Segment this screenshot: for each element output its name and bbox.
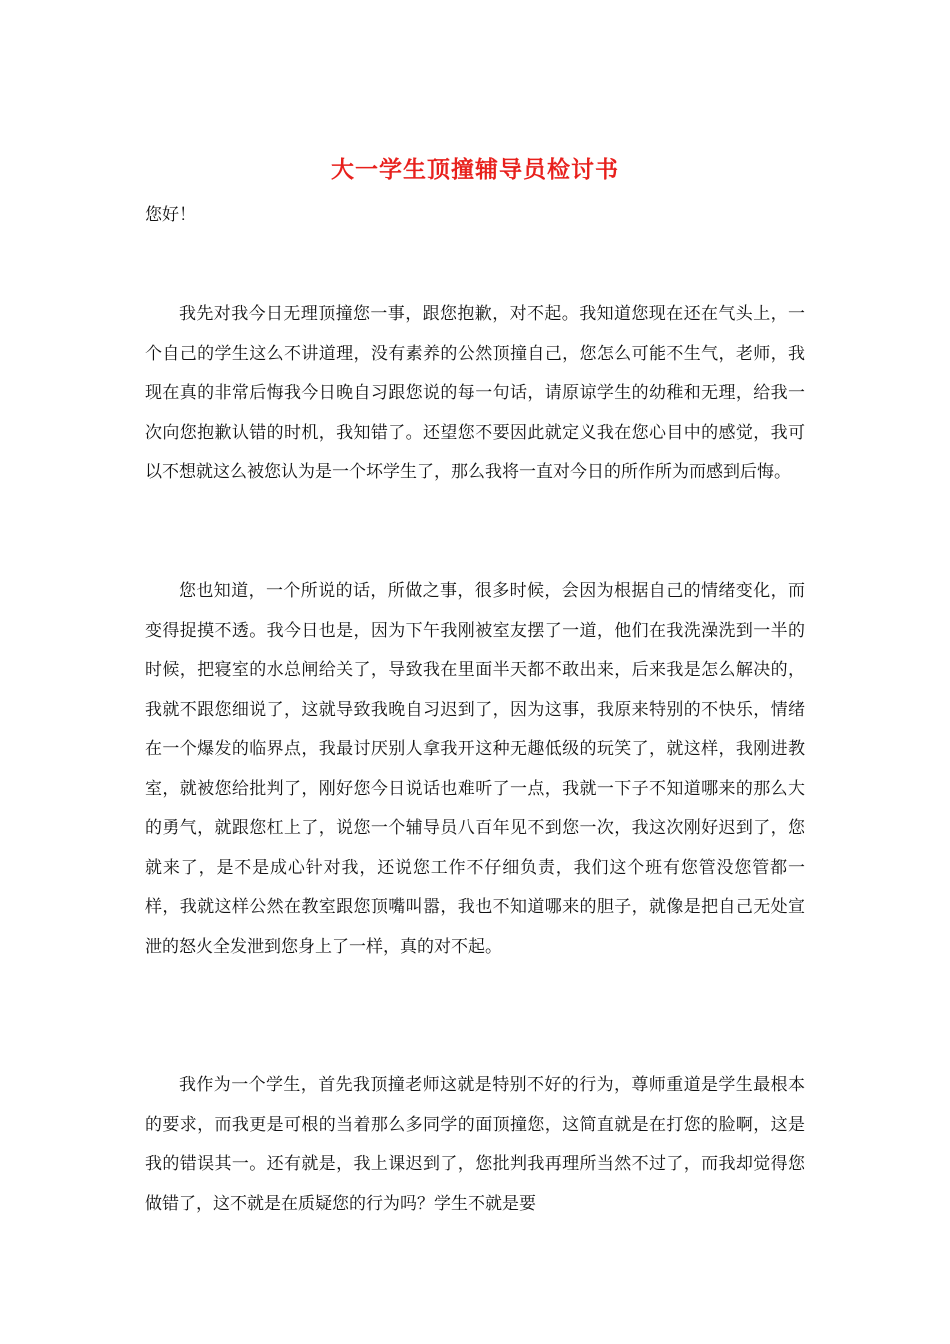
- paragraph-1: 我先对我今日无理顶撞您一事，跟您抱歉，对不起。我知道您现在还在气头上，一个自己的学生这么不讲道理，没有素养的公然顶撞自己，您怎么可能不生气，老师，我现在真的非常后悔我今日晚自习跟您说的每一句话，请原谅学生的幼稚和无理，给我一次向您抱歉认错的时机，我知错了。还望您不要因此就定义我在您心目中的感觉，我可以不想就这么被您认为是一个坏学生了，那么我将一直对今日的所作所为而感到后悔。: [145, 304, 805, 482]
- paragraph-2: 您也知道，一个所说的话，所做之事，很多时候，会因为根据自己的情绪变化，而变得捉摸不透。我今日也是，因为下午我刚被室友摆了一道，他们在我洗澡洗到一半的时候，把寝室的水总闸给关了，导致我在里面半天都不敢出来，后来我是怎么解决的，我就不跟您细说了，这就导致我晚自习迟到了，因为这事，我原来特别的不快乐，情绪在一个爆发的临界点，我最讨厌别人拿我开这种无趣低级的玩笑了，就这样，我刚进教室，就被您给批判了，刚好您今日说话也难听了一点，我就一下子不知道哪来的那么大的勇气，就跟您杠上了，说您一个辅导员八百年见不到您一次，我这次刚好迟到了，您就来了，是不是成心针对我，还说您工作不仔细负责，我们这个班有您管没您管都一样，我就这样公然在教室跟您顶嘴叫嚣，我也不知道哪来的胆子，就像是把自己无处宣泄的怒火全发泄到您身上了一样，真的对不起。: [145, 581, 805, 957]
- paragraph-3: 我作为一个学生，首先我顶撞老师这就是特别不好的行为，尊师重道是学生最根本的要求，而我更是可根的当着那么多同学的面顶撞您，这简直就是在打您的脸啊，这是我的错误其一。还有就是，我上课迟到了，您批判我再理所当然不过了，而我却觉得您做错了，这不就是在质疑您的行为吗？学生不就是要: [145, 1075, 805, 1214]
- greeting: 您好！: [145, 205, 196, 225]
- document-title: 大一学生顶撞辅导员检讨书: [331, 157, 619, 183]
